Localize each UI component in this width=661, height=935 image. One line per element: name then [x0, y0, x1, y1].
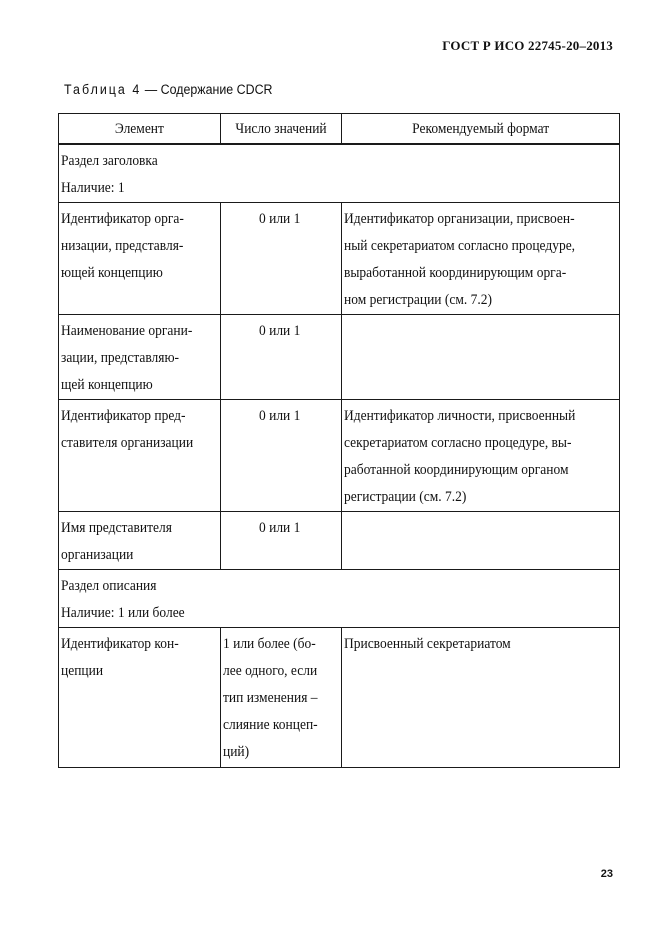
column-header-element: Элемент: [59, 114, 221, 145]
format-cell: [342, 512, 620, 570]
count-cell: [221, 628, 342, 768]
count-cell: [221, 512, 342, 570]
count-cell: [221, 315, 342, 400]
cell-line: ставителя организации: [61, 435, 194, 451]
cell-line: 0 или 1: [258, 408, 301, 424]
cdcr-contents-table: [58, 113, 620, 768]
table-row: [59, 400, 620, 512]
cell-line: ный секретариатом согласно процедуре,: [344, 238, 576, 254]
cell-line: Имя представителя: [61, 520, 172, 536]
cell-line: зации, представляю-: [61, 350, 180, 366]
cell-line: слияние концеп-: [223, 717, 318, 733]
cell-line: 0 или 1: [258, 323, 301, 339]
section-row: [59, 144, 620, 203]
cell-line: Идентификатор кон-: [61, 636, 179, 652]
page-number: 23: [600, 868, 613, 880]
cell-line: Идентификатор личности, присвоенный: [344, 408, 576, 424]
table-caption-title: — Содержание CDCR: [144, 82, 273, 97]
section-cell: [59, 570, 620, 628]
table-header-row: [59, 114, 620, 145]
cell-line: тип изменения –: [223, 690, 318, 706]
column-header-count: Число значений: [221, 114, 342, 145]
cell-line: Наличие: 1: [61, 180, 125, 196]
table-caption-label: Таблица 4: [64, 82, 142, 97]
cell-line: Наличие: 1 или более: [61, 605, 185, 621]
element-cell: [59, 315, 221, 400]
cell-line: низации, представля-: [61, 238, 184, 254]
cell-line: Наименование органи-: [61, 323, 193, 339]
element-cell: [59, 512, 221, 570]
cell-line: Раздел заголовка: [61, 153, 158, 169]
table-row: [59, 512, 620, 570]
format-cell: [342, 315, 620, 400]
cell-line: Раздел описания: [61, 578, 157, 594]
format-cell: [342, 628, 620, 768]
cell-line: Идентификатор пред-: [61, 408, 186, 424]
format-cell: [342, 400, 620, 512]
cell-line: работанной координирующим органом: [344, 462, 569, 478]
section-cell: [59, 144, 620, 203]
cell-line: 0 или 1: [258, 520, 301, 536]
cell-line: регистрации (см. 7.2): [344, 489, 467, 505]
table-caption: [64, 82, 273, 97]
cell-line: организации: [61, 547, 134, 563]
cell-line: ющей концепцию: [61, 265, 163, 281]
table-row: [59, 315, 620, 400]
cell-line: Присвоенный секретариатом: [344, 636, 511, 652]
format-cell: [342, 203, 620, 315]
section-row: [59, 570, 620, 628]
table-body: [59, 144, 620, 768]
cell-line: ном регистрации (см. 7.2): [344, 292, 492, 308]
count-cell: [221, 400, 342, 512]
table-row: [59, 203, 620, 315]
element-cell: [59, 628, 221, 768]
cell-line: Идентификатор орга-: [61, 211, 184, 227]
cell-line: 1 или более (бо-: [223, 636, 316, 652]
element-cell: [59, 400, 221, 512]
cell-line: щей концепцию: [61, 377, 153, 393]
cell-line: цепции: [61, 663, 104, 679]
cell-line: 0 или 1: [258, 211, 301, 227]
cell-line: ций): [223, 744, 250, 760]
count-cell: [221, 203, 342, 315]
column-header-format: Рекомендуемый формат: [342, 114, 620, 145]
cell-line: секретариатом согласно процедуре, вы-: [344, 435, 572, 451]
cell-line: Идентификатор организации, присвоен-: [344, 211, 575, 227]
standard-code: ГОСТ Р ИСО 22745-20–2013: [442, 38, 613, 53]
element-cell: [59, 203, 221, 315]
cell-line: лее одного, если: [223, 663, 318, 679]
table-row: [59, 628, 620, 768]
cell-line: выработанной координирующим орга-: [344, 265, 567, 281]
